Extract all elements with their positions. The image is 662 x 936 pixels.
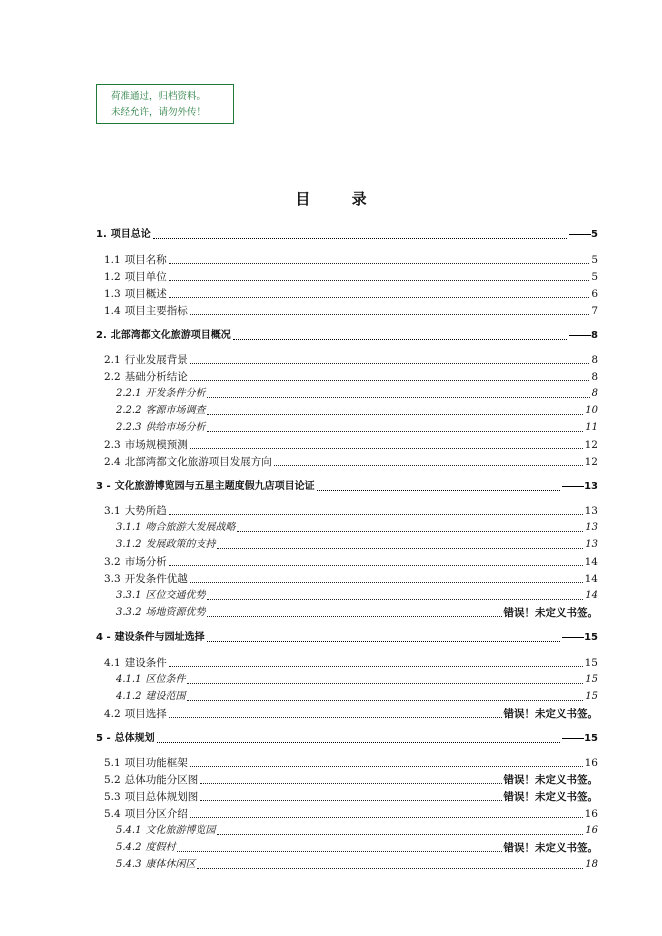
toc-entry-number: 3.3.1 xyxy=(116,590,142,601)
toc-entry-number: 1. xyxy=(96,229,107,240)
toc-entry-number: 2.4 xyxy=(104,456,121,468)
toc-entry[interactable] xyxy=(96,268,598,284)
toc-entry-page-number: 6 xyxy=(591,288,598,300)
toc-entry-title: 总体功能分区图 xyxy=(124,774,199,786)
toc-entry[interactable] xyxy=(96,671,598,687)
toc-entry-number: 5.4 xyxy=(104,808,121,820)
toc-entry[interactable] xyxy=(96,771,598,787)
toc-dot-leader xyxy=(169,565,583,566)
toc-dot-leader xyxy=(187,683,583,684)
toc-entry-error-message: 错误！未定义书签。 xyxy=(503,791,598,803)
toc-entry-number: 1.2 xyxy=(104,271,121,283)
toc-entry-title: 项目主要指标 xyxy=(124,305,188,317)
toc-entry-page-number: 14 xyxy=(585,590,598,601)
toc-entry-page-number: 15 xyxy=(585,674,598,685)
toc-entry-title: 吻合旅游大发展战略 xyxy=(145,522,236,533)
toc-entry-page-number: 15 xyxy=(585,691,598,702)
toc-entry-page-number: 15 xyxy=(562,631,598,645)
toc-entry-number: 3.2 xyxy=(104,556,121,568)
toc-entry-number: 4 - xyxy=(96,632,111,643)
toc-entry-number: 2.2.1 xyxy=(116,388,142,399)
toc-entry[interactable] xyxy=(96,351,598,367)
toc-entry[interactable] xyxy=(96,629,598,645)
toc-entry-number: 2.3 xyxy=(104,439,121,451)
toc-entry-number: 4.1.2 xyxy=(116,691,142,702)
toc-entry-number: 5.1 xyxy=(104,757,121,769)
toc-entry-title: 市场规模预测 xyxy=(124,439,188,451)
toc-entry-page-number: 8 xyxy=(569,329,598,343)
toc-entry-title: 市场分析 xyxy=(124,556,167,568)
toc-entry-number: 3.3.2 xyxy=(116,607,142,618)
toc-entry-page-number: 8 xyxy=(591,371,598,383)
toc-dot-leader xyxy=(190,582,583,583)
toc-entry-error-message: 错误！未定义书签。 xyxy=(503,708,598,720)
toc-entry-error-message: 错误！未定义书签。 xyxy=(503,842,598,854)
toc-entry[interactable] xyxy=(96,587,598,603)
toc-dot-leader xyxy=(217,548,583,549)
toc-entry-title: 区位交通优势 xyxy=(145,590,206,601)
toc-entry-title: 发展政策的支持 xyxy=(145,539,216,550)
toc-dot-leader xyxy=(190,363,590,364)
toc-dot-leader xyxy=(153,238,567,239)
toc-dot-leader xyxy=(207,641,560,642)
toc-entry-page-number: 14 xyxy=(584,556,598,568)
toc-entry-number: 5.2 xyxy=(104,774,121,786)
toc-entry-page-number: 8 xyxy=(591,354,598,366)
toc-entry-error-message: 错误！未定义书签。 xyxy=(503,774,598,786)
toc-entry-title: 项目总体规划图 xyxy=(124,791,199,803)
toc-dot-leader xyxy=(237,531,583,532)
toc-entry-title: 项目单位 xyxy=(124,271,167,283)
toc-entry[interactable] xyxy=(96,519,598,535)
toc-entry-page-number: 13 xyxy=(584,505,598,517)
toc-entry-title: 建设条件 xyxy=(124,657,167,669)
toc-entry-title: 项目概述 xyxy=(124,288,167,300)
toc-entry[interactable] xyxy=(96,553,598,569)
toc-entry[interactable] xyxy=(96,251,598,267)
toc-dot-leader xyxy=(233,339,567,340)
toc-dot-leader xyxy=(169,717,502,718)
toc-entry-page-number: 13 xyxy=(585,539,598,550)
toc-entry-page-number: 15 xyxy=(562,732,598,746)
toc-entry[interactable] xyxy=(96,805,598,821)
toc-entry[interactable] xyxy=(96,654,598,670)
toc-dot-leader xyxy=(187,700,583,701)
toc-dot-leader xyxy=(169,514,583,515)
toc-dot-leader xyxy=(169,297,590,298)
toc-entry[interactable] xyxy=(96,570,598,586)
toc-entry-page-number: 14 xyxy=(584,573,598,585)
notice-line-2: 未经允许，请勿外传！ xyxy=(111,107,207,118)
toc-entry[interactable] xyxy=(96,327,598,343)
toc-dot-leader xyxy=(207,616,501,617)
toc-entry-page-number: 15 xyxy=(584,657,598,669)
toc-dot-leader xyxy=(190,766,583,767)
toc-entry-number: 3 - xyxy=(96,481,111,492)
toc-entry-title: 基础分析结论 xyxy=(124,371,188,383)
toc-entry[interactable] xyxy=(96,839,598,855)
toc-entry-number: 1.4 xyxy=(104,305,121,317)
toc-entry-number: 4.2 xyxy=(104,708,121,720)
toc-entry-title: 开发条件优越 xyxy=(124,573,188,585)
toc-entry-title: 项目选择 xyxy=(124,708,167,720)
toc-dot-leader xyxy=(190,314,590,315)
toc-entry[interactable] xyxy=(96,302,598,318)
toc-entry-page-number: 13 xyxy=(562,480,598,494)
toc-entry-number: 1.1 xyxy=(104,254,121,266)
toc-entry-page-number: 7 xyxy=(591,305,598,317)
toc-entry-title: 行业发展背景 xyxy=(124,354,188,366)
toc-entry-title: 区位条件 xyxy=(145,674,186,685)
toc-entry-number: 5.3 xyxy=(104,791,121,803)
toc-entry-page-number: 5 xyxy=(591,254,598,266)
toc-entry-number: 3.1.1 xyxy=(116,522,142,533)
toc-entry[interactable] xyxy=(96,502,598,518)
toc-entry[interactable] xyxy=(96,856,598,872)
toc-entry-page-number: 13 xyxy=(585,522,598,533)
toc-entry-title: 项目分区介绍 xyxy=(124,808,188,820)
toc-entry-title: 项目名称 xyxy=(124,254,167,266)
toc-entry-title: 项目总论 xyxy=(110,229,151,240)
toc-entry-number: 1.3 xyxy=(104,288,121,300)
toc-entry[interactable] xyxy=(96,730,598,746)
toc-entry-page-number: 11 xyxy=(585,422,598,433)
toc-dot-leader xyxy=(190,817,583,818)
toc-entry-title: 客源市场调查 xyxy=(145,405,206,416)
toc-entry[interactable] xyxy=(96,453,598,469)
toc-entry-title: 康体休闲区 xyxy=(145,859,196,870)
toc-entry[interactable] xyxy=(96,285,598,301)
toc-entry-number: 3.3 xyxy=(104,573,121,585)
confidential-notice-box xyxy=(96,84,234,124)
toc-entry-number: 5.4.1 xyxy=(116,825,142,836)
toc-entry-title: 开发条件分析 xyxy=(145,388,206,399)
toc-entry[interactable] xyxy=(96,754,598,770)
toc-dot-leader xyxy=(200,800,501,801)
toc-entry-title: 场地资源优势 xyxy=(145,607,206,618)
toc-entry-page-number: 5 xyxy=(591,271,598,283)
toc-entry-page-number: 12 xyxy=(584,439,598,451)
toc-dot-leader xyxy=(200,783,501,784)
toc-entry-title: 建设范围 xyxy=(145,691,186,702)
toc-entry-title: 建设条件与园址选择 xyxy=(114,632,205,643)
toc-entry[interactable] xyxy=(96,604,598,620)
toc-entry-title: 北部湾都文化旅游项目发展方向 xyxy=(124,456,272,468)
toc-dot-leader xyxy=(207,397,589,398)
toc-entry-title: 文化旅游博览园与五星主题度假九店项目论证 xyxy=(114,481,315,492)
toc-dot-leader xyxy=(169,666,583,667)
toc-entry[interactable] xyxy=(96,436,598,452)
toc-entry-number: 4.1 xyxy=(104,657,121,669)
toc-entry-number: 5 - xyxy=(96,733,111,744)
toc-entry-title: 北部湾都文化旅游项目概况 xyxy=(110,330,231,341)
toc-entry-number: 2.1 xyxy=(104,354,121,366)
toc-entry-number: 4.1.1 xyxy=(116,674,142,685)
toc-dot-leader xyxy=(190,448,583,449)
toc-entry-title: 大势所趋 xyxy=(124,505,167,517)
toc-entry[interactable] xyxy=(96,478,598,494)
toc-dot-leader xyxy=(207,599,583,600)
toc-dot-leader xyxy=(197,868,583,869)
toc-entry-page-number: 10 xyxy=(585,405,598,416)
toc-entry-title: 度假村 xyxy=(145,842,176,853)
toc-entry-error-message: 错误！未定义书签。 xyxy=(503,607,598,619)
toc-dot-leader xyxy=(217,834,583,835)
toc-entry-number: 2.2 xyxy=(104,371,121,383)
toc-entry-number: 3.1.2 xyxy=(116,539,142,550)
toc-entry-page-number: 5 xyxy=(569,228,598,242)
toc-entry-page-number: 18 xyxy=(585,859,598,870)
toc-entry-title: 总体规划 xyxy=(114,733,155,744)
toc-entry[interactable] xyxy=(96,705,598,721)
toc-entry-number: 2.2.2 xyxy=(116,405,142,416)
toc-dot-leader xyxy=(169,263,590,264)
toc-entry[interactable] xyxy=(96,226,598,242)
toc-entry-page-number: 12 xyxy=(584,456,598,468)
toc-entry[interactable] xyxy=(96,368,598,384)
toc-entry-page-number: 16 xyxy=(585,825,598,836)
toc-entry-number: 5.4.2 xyxy=(116,842,142,853)
toc-entry[interactable] xyxy=(96,788,598,804)
toc-entry-number: 2. xyxy=(96,330,107,341)
toc-entry[interactable] xyxy=(96,402,598,418)
toc-title: 目 录 xyxy=(295,190,385,208)
toc-dot-leader xyxy=(169,280,590,281)
toc-dot-leader xyxy=(207,414,583,415)
toc-entry-number: 3.1 xyxy=(104,505,121,517)
toc-entry-number: 2.2.3 xyxy=(116,422,142,433)
toc-entry-page-number: 16 xyxy=(584,808,598,820)
notice-line-1: 荷准通过，归档资料。 xyxy=(111,91,207,102)
toc-entry-page-number: 16 xyxy=(584,757,598,769)
toc-entry-title: 文化旅游博览园 xyxy=(145,825,216,836)
toc-entry[interactable] xyxy=(96,419,598,435)
toc-dot-leader xyxy=(207,431,583,432)
toc-dot-leader xyxy=(190,380,590,381)
toc-dot-leader xyxy=(177,851,501,852)
toc-entry-title: 供给市场分析 xyxy=(145,422,206,433)
toc-entry[interactable] xyxy=(96,536,598,552)
toc-entry-number: 5.4.3 xyxy=(116,859,142,870)
toc-dot-leader xyxy=(274,465,583,466)
toc-dot-leader xyxy=(317,490,560,491)
toc-entry[interactable] xyxy=(96,385,598,401)
toc-entry[interactable] xyxy=(96,822,598,838)
toc-entry[interactable] xyxy=(96,688,598,704)
toc-entry-title: 项目功能框架 xyxy=(124,757,188,769)
toc-dot-leader xyxy=(157,742,560,743)
toc-entry-page-number: 8 xyxy=(591,388,598,399)
